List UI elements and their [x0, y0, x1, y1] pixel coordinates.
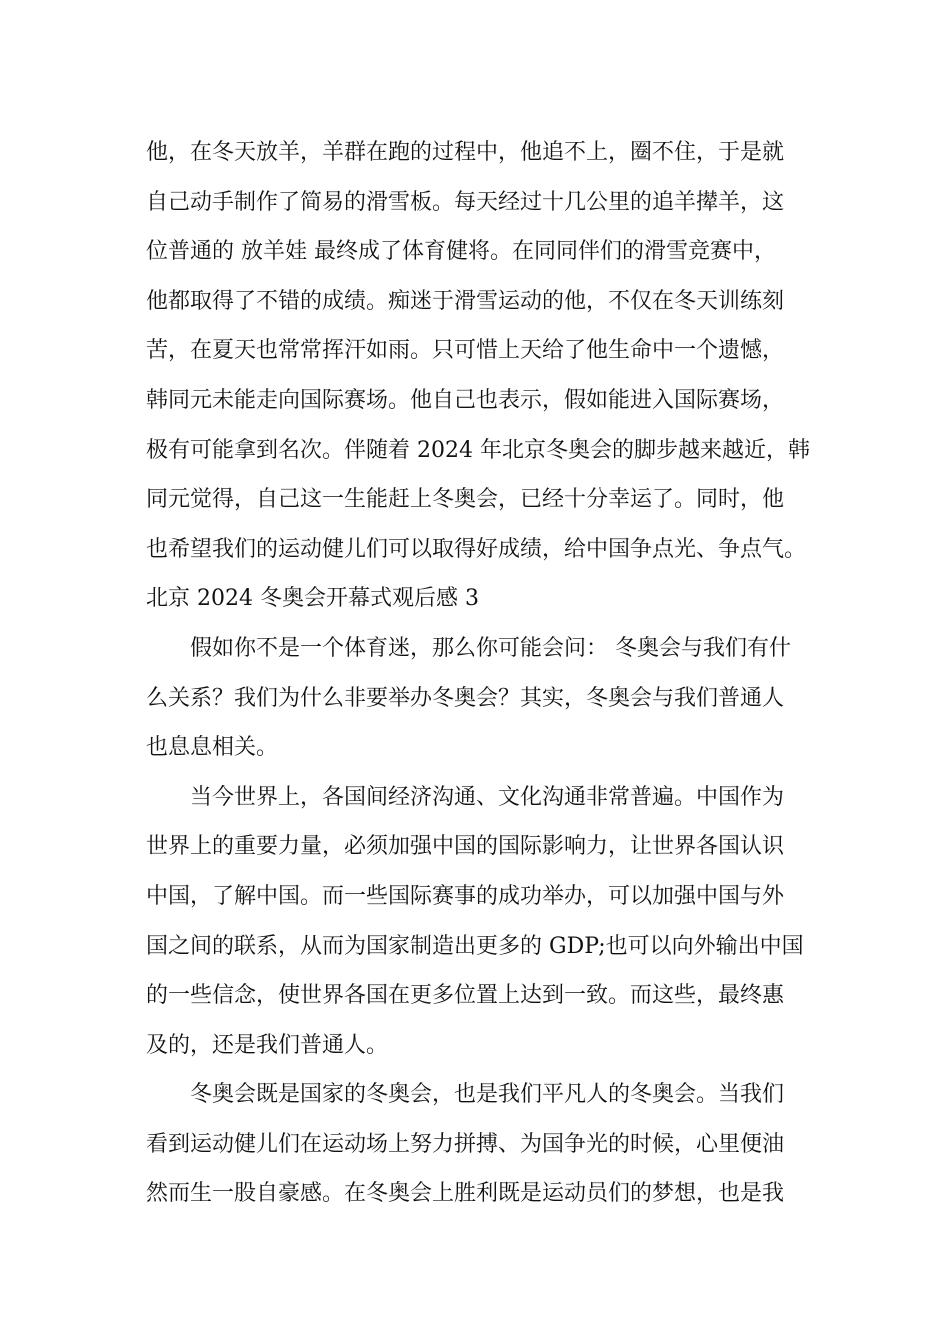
paragraph-first-line: 假如你不是一个体育迷，那么你可能会问： 冬奥会与我们有什 [190, 635, 791, 661]
text-line: 也息息相关。 [146, 735, 279, 761]
text-line: 世界上的重要力量，必须加强中国的国际影响力，让世界各国认识 [146, 834, 785, 860]
text-line: 韩同元未能走向国际赛场。他自己也表示，假如能进入国际赛场， [146, 387, 785, 413]
text-line: 同元觉得，自己这一生能赶上冬奥会，已经十分幸运了。同时，他 [146, 487, 785, 513]
body-text [146, 128, 826, 1219]
text-line: 他，在冬天放羊，羊群在跑的过程中，他追不上，圈不住，于是就 [146, 140, 785, 165]
text-line: 国之间的联系，从而为国家制造出更多的 GDP;也可以向外输出中国 [146, 933, 804, 959]
text-line: 位普通的 放羊娃 最终成了体育健将。在同同伴们的滑雪竞赛中， [146, 239, 776, 265]
text-line: 及的，还是我们普通人。 [146, 1032, 389, 1058]
text-line: 么关系？我们为什么非要举办冬奥会？其实，冬奥会与我们普通人 [146, 685, 785, 711]
text-line: 极有可能拿到名次。伴随着 2024 年北京冬奥会的脚步越来越近，韩 [146, 437, 810, 463]
text-line: 自己动手制作了简易的滑雪板。每天经过十几公里的追羊撵羊，这 [146, 189, 785, 215]
section-heading: 北京 2024 冬奥会开幕式观后感 3 [146, 586, 479, 612]
text-line: 的一些信念，使世界各国在更多位置上达到一致。而这些，最终惠 [146, 983, 785, 1009]
text-line: 也希望我们的运动健儿们可以取得好成绩，给中国争点光、争点气。 [146, 536, 807, 562]
paragraph-first-line: 冬奥会既是国家的冬奥会，也是我们平凡人的冬奥会。当我们 [190, 1082, 785, 1108]
text-line: 他都取得了不错的成绩。痴迷于滑雪运动的他，不仅在冬天训练刻 [146, 288, 785, 314]
text-line: 看到运动健儿们在运动场上努力拼搏、为国争光的时候，心里便油 [146, 1131, 785, 1157]
paragraph-first-line: 当今世界上，各国间经济沟通、文化沟通非常普遍。中国作为 [190, 784, 785, 810]
text-line: 然而生一股自豪感。在冬奥会上胜利既是运动员们的梦想，也是我 [146, 1181, 785, 1207]
text-line: 中国，了解中国。而一些国际赛事的成功举办，可以加强中国与外 [146, 883, 785, 909]
text-line: 苦，在夏天也常常挥汗如雨。只可惜上天给了他生命中一个遗憾， [146, 338, 785, 364]
